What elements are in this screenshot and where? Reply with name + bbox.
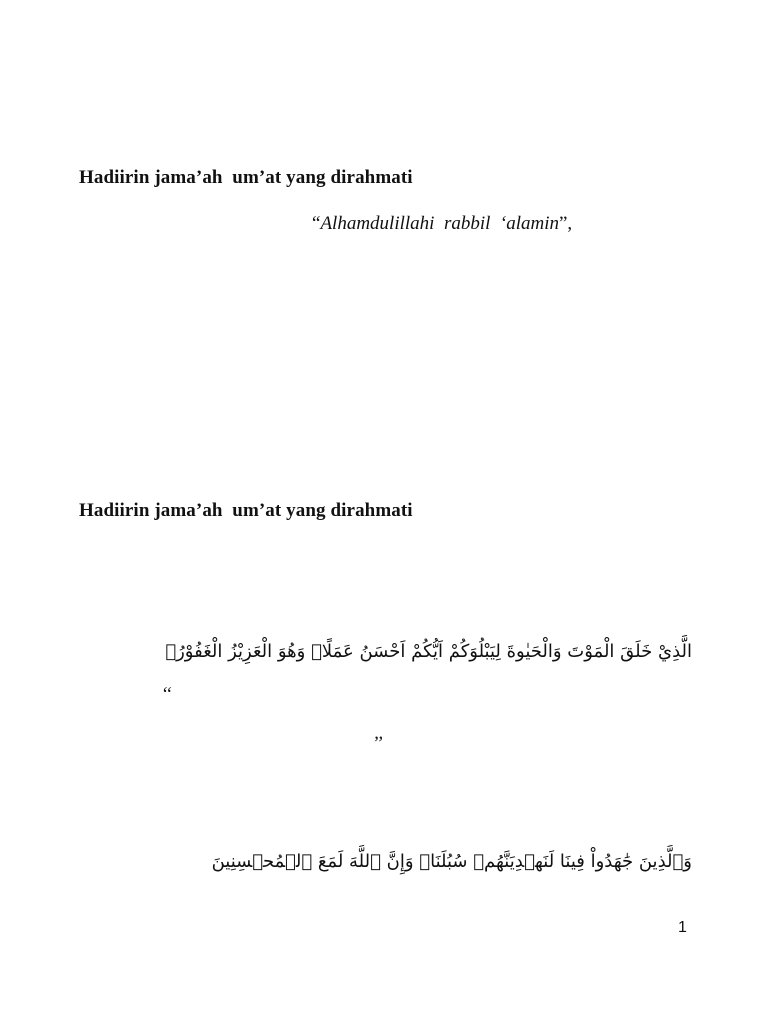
arabic-verse-al-mulk: الَّذِيْ خَلَقَ الْمَوْتَ وَالْحَيٰوةَ لِيَبْلُوَكُمْ اَيُّكُمْ اَحْسَنُ عَمَلًاۗ وَهُوَ الْعَزِيْزُ الْغَفُوْرُۙ (165, 641, 692, 662)
quote-close-mark: ”, (559, 213, 573, 234)
quote-text: Alhamdulillahi rabbil ‘alamin (320, 213, 559, 234)
section-heading-2: Hadiirin jama’ah um’at yang dirahmati (79, 500, 413, 521)
section-heading-1: Hadiirin jama’ah um’at yang dirahmati (79, 167, 413, 188)
translation-close-quote: ’’ (372, 733, 383, 754)
translation-open-quote: ‘‘ (161, 684, 172, 705)
page-number: 1 (678, 919, 687, 936)
hamdalah-quote (312, 213, 572, 235)
quote-open-mark: “ (312, 213, 321, 234)
arabic-verse-al-ankabut: وَٱلَّذِينَ جَٰهَدُواْ فِينَا لَنَهۡدِيَنَّهُمۡ سُبُلَنَاۚ وَإِنَّ ٱللَّهَ لَمَعَ ٱلۡمُحۡسِنِينَ (211, 851, 692, 872)
